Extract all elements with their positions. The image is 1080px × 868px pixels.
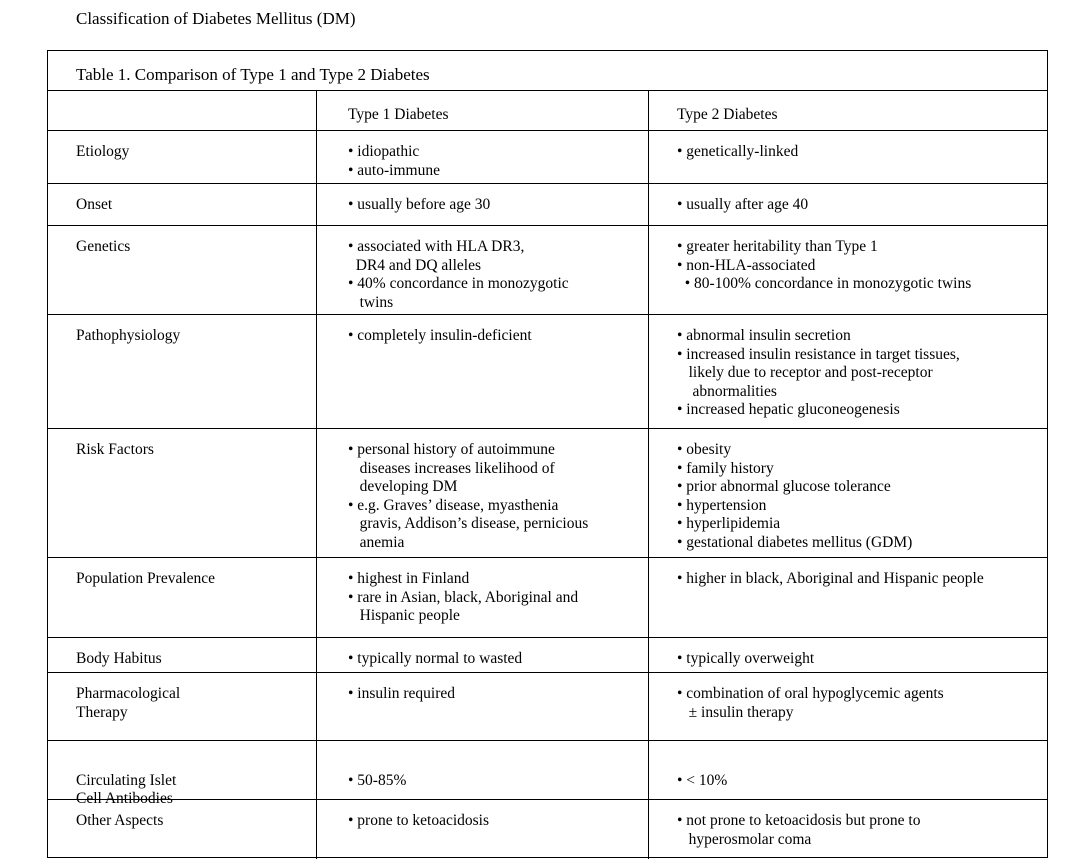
bullet-line — [348, 753, 644, 772]
label-line: Cell Antibodies — [76, 790, 173, 807]
type1-cell — [316, 638, 648, 672]
table-row — [48, 429, 1047, 558]
bullet-line: gravis, Addison’s disease, pernicious — [348, 515, 589, 532]
row-label — [48, 558, 316, 637]
bullet-line: • < 10% — [677, 771, 728, 789]
bullet-line: • prone to ketoacidosis — [348, 812, 490, 829]
type1-cell — [316, 315, 648, 428]
type1-cell — [316, 800, 648, 859]
table-row — [48, 638, 1047, 673]
label-line: Population Prevalence — [76, 570, 216, 587]
label-line: Pathophysiology — [76, 327, 181, 344]
type1-cell — [316, 558, 648, 637]
bullet-line: • typically normal to wasted — [348, 650, 523, 667]
bullet-line: developing DM — [348, 478, 458, 495]
label-line: Pharmacological — [76, 685, 181, 702]
bullet-line: • 50-85% — [348, 771, 407, 789]
comparison-table — [47, 50, 1048, 858]
bullet-line: • hyperlipidemia — [677, 515, 781, 532]
bullet-line: • hypertension — [677, 496, 767, 514]
bullet-line: DR4 and DQ alleles — [348, 256, 482, 274]
bullet-line: • increased hepatic gluconeogenesis — [677, 401, 900, 418]
bullet-line: likely due to receptor and post-receptor — [677, 364, 933, 381]
table-row — [48, 558, 1047, 638]
bullet-line — [677, 753, 1047, 772]
table-row — [48, 673, 1047, 741]
bullet-line: • abnormal insulin secretion — [677, 327, 851, 344]
bullet-line: • family history — [677, 459, 774, 477]
label-line: Other Aspects — [76, 812, 164, 829]
table-caption-row — [48, 51, 1047, 91]
type2-cell — [648, 800, 1047, 859]
label-line — [76, 753, 316, 772]
label-line: Risk Factors — [76, 441, 154, 458]
type2-cell — [648, 429, 1047, 557]
type2-cell — [648, 741, 1047, 799]
bullet-line: abnormalities — [677, 382, 777, 400]
bullet-line: anemia — [348, 533, 405, 551]
bullet-line: twins — [348, 293, 394, 311]
label-line: Etiology — [76, 143, 130, 160]
row-label — [48, 800, 316, 859]
bullet-line: • e.g. Graves’ disease, myasthenia — [348, 496, 559, 514]
bullet-line: • gestational diabetes mellitus (GDM) — [677, 533, 913, 551]
bullet-line: • completely insulin-deficient — [348, 327, 532, 344]
bullet-line: • associated with HLA DR3, — [348, 238, 525, 255]
row-label — [48, 315, 316, 428]
type2-cell — [648, 184, 1047, 225]
label-line: Therapy — [76, 703, 128, 721]
type2-cell — [648, 131, 1047, 183]
bullet-line: • insulin required — [348, 685, 456, 702]
bullet-line: ± insulin therapy — [677, 703, 794, 721]
bullet-line: • not prone to ketoacidosis but prone to — [677, 812, 921, 829]
type1-cell — [316, 741, 648, 799]
type1-cell — [316, 429, 648, 557]
bullet-line: • increased insulin resistance in target tissues, — [677, 345, 960, 363]
bullet-line: • rare in Asian, black, Aboriginal and — [348, 588, 579, 606]
header-cell-empty — [48, 91, 316, 130]
table-row — [48, 131, 1047, 184]
label-line: Body Habitus — [76, 650, 162, 667]
table-row — [48, 184, 1047, 226]
bullet-line: diseases increases likelihood of — [348, 459, 555, 477]
table-row — [48, 741, 1047, 807]
row-label — [48, 741, 316, 807]
row-label — [48, 226, 316, 314]
label-line: Onset — [76, 196, 113, 213]
type2-cell — [648, 226, 1047, 314]
table-row — [48, 315, 1047, 429]
bullet-line: • obesity — [677, 441, 732, 458]
row-label — [48, 131, 316, 183]
type2-cell — [648, 558, 1047, 637]
bullet-line: • non-HLA-associated — [677, 256, 816, 274]
bullet-line: • usually after age 40 — [677, 196, 809, 213]
bullet-line: • idiopathic — [348, 143, 420, 160]
bullet-line: • greater heritability than Type 1 — [677, 238, 878, 255]
type2-cell — [648, 638, 1047, 672]
bullet-line: • prior abnormal glucose tolerance — [677, 478, 891, 495]
bullet-line: • usually before age 30 — [348, 196, 491, 213]
bullet-line: • combination of oral hypoglycemic agents — [677, 685, 944, 702]
type1-cell — [316, 131, 648, 183]
bullet-line: Hispanic people — [348, 607, 460, 624]
row-label — [48, 429, 316, 557]
table-row — [48, 800, 1047, 859]
row-label — [48, 638, 316, 672]
row-label — [48, 184, 316, 225]
table-row — [48, 226, 1047, 315]
label-line: Circulating Islet — [76, 771, 177, 789]
bullet-line: • auto-immune — [348, 161, 440, 179]
header-cell-type2: Type 2 Diabetes — [648, 91, 1047, 130]
bullet-line: • higher in black, Aboriginal and Hispanic people — [677, 570, 984, 587]
label-line: Genetics — [76, 238, 131, 255]
bullet-line: • 80-100% concordance in monozygotic twins — [677, 275, 972, 292]
type2-cell — [648, 673, 1047, 740]
document-title: Classification of Diabetes Mellitus (DM) — [76, 9, 356, 28]
row-label — [48, 673, 316, 740]
bullet-line: • typically overweight — [677, 650, 815, 667]
bullet-line: • personal history of autoimmune — [348, 441, 555, 458]
table-header-row — [48, 91, 1047, 131]
table-caption: Table 1. Comparison of Type 1 and Type 2 Diabetes — [76, 65, 430, 84]
bullet-line: • 40% concordance in monozygotic — [348, 275, 569, 292]
type1-cell — [316, 184, 648, 225]
type2-cell — [648, 315, 1047, 428]
bullet-line: • genetically-linked — [677, 143, 799, 160]
type1-cell — [316, 673, 648, 740]
header-cell-type1: Type 1 Diabetes — [316, 91, 648, 130]
bullet-line: hyperosmolar coma — [677, 830, 812, 848]
type1-cell — [316, 226, 648, 314]
bullet-line: • highest in Finland — [348, 570, 470, 587]
